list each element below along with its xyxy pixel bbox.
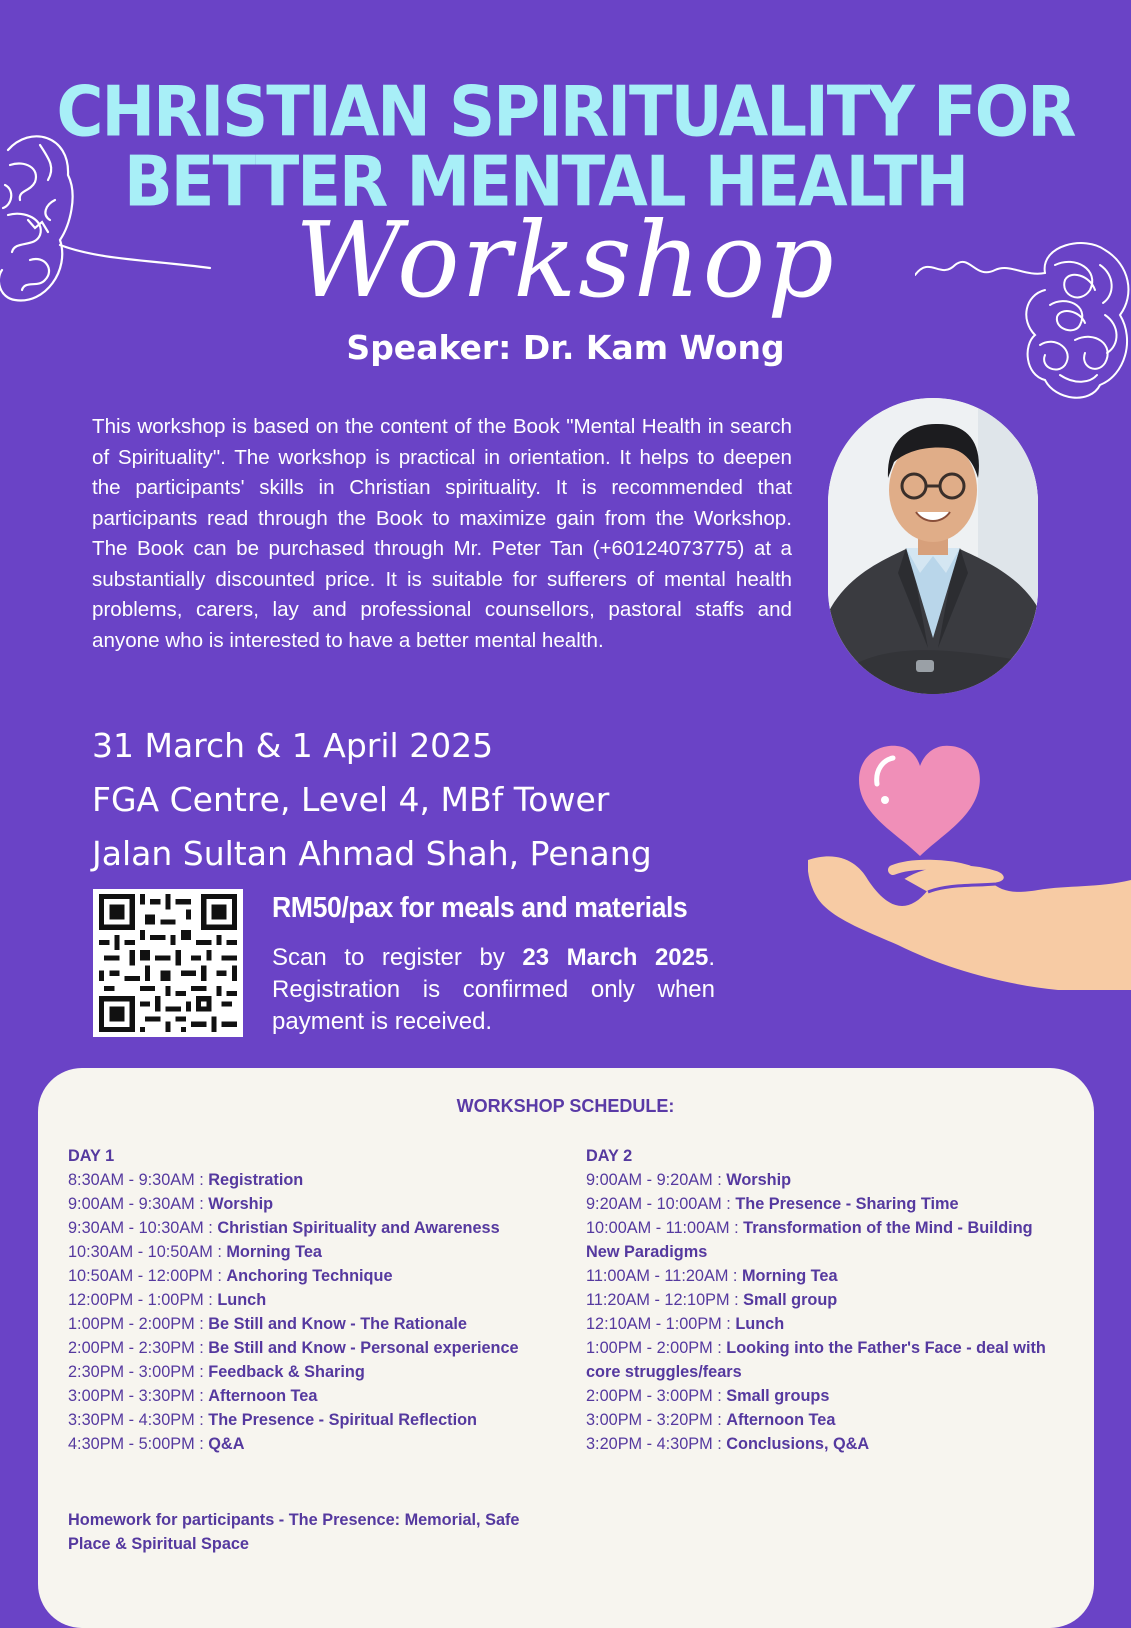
schedule-row: [68, 1408, 558, 1432]
schedule-activity: Worship: [726, 1171, 792, 1189]
schedule-time: 12:10AM - 1:00PM :: [586, 1315, 736, 1333]
schedule-activity: Anchoring Technique: [226, 1267, 393, 1285]
event-date: 31 March & 1 April 2025: [92, 726, 494, 765]
schedule-time: 3:00PM - 3:30PM :: [68, 1387, 209, 1405]
schedule-activity: The Presence - Sharing Time: [735, 1195, 959, 1213]
schedule-time: 12:00PM - 1:00PM :: [68, 1291, 218, 1309]
day-2-title: DAY 2: [586, 1147, 633, 1165]
schedule-row: [586, 1192, 1066, 1216]
schedule-activity: Q&A: [208, 1435, 245, 1453]
registration-condition: . Registration is confirmed only when payment is received.: [272, 944, 716, 1035]
schedule-time: 3:00PM - 3:20PM :: [586, 1411, 727, 1429]
schedule-activity: Small groups: [726, 1387, 830, 1405]
schedule-activity: Small group: [743, 1291, 838, 1309]
schedule-row: [68, 1384, 558, 1408]
schedule-activity: Feedback & Sharing: [208, 1363, 365, 1381]
schedule-time: 10:30AM - 10:50AM :: [68, 1243, 227, 1261]
schedule-time: 1:00PM - 2:00PM :: [68, 1315, 209, 1333]
schedule-time: 9:00AM - 9:30AM :: [68, 1195, 209, 1213]
schedule-activity: Registration: [208, 1171, 304, 1189]
schedule-time: 3:30PM - 4:30PM :: [68, 1411, 209, 1429]
schedule-heading: WORKSHOP SCHEDULE:: [456, 1096, 675, 1116]
homework-note: Homework for participants - The Presence: Memorial, Safe Place & Spiritual Space: [68, 1511, 520, 1553]
schedule-activity: Worship: [208, 1195, 274, 1213]
schedule-row: [68, 1360, 558, 1384]
schedule-time: 2:00PM - 3:00PM :: [586, 1387, 727, 1405]
speaker-photo: [828, 398, 1038, 694]
schedule-activity: Afternoon Tea: [726, 1411, 836, 1429]
schedule-time: 8:30AM - 9:30AM :: [68, 1171, 209, 1189]
schedule-activity: The Presence - Spiritual Reflection: [208, 1411, 477, 1429]
schedule-row: [68, 1264, 558, 1288]
schedule-row: [68, 1312, 558, 1336]
schedule-row: [68, 1168, 558, 1192]
heart-icon: [855, 742, 985, 860]
event-details: [92, 722, 652, 878]
schedule-row: [68, 1432, 558, 1456]
schedule-activity: Be Still and Know - The Rationale: [208, 1315, 467, 1333]
open-hand-icon: [808, 850, 1131, 990]
title-line-1: CHRISTIAN SPIRITUALITY FOR: [56, 73, 1075, 153]
schedule-activity: Morning Tea: [741, 1267, 838, 1285]
day-1-schedule: [68, 1144, 558, 1456]
schedule-time: 4:30PM - 5:00PM :: [68, 1435, 209, 1453]
schedule-row: [586, 1384, 1066, 1408]
day-1-title: DAY 1: [68, 1147, 115, 1165]
schedule-activity: Conclusions, Q&A: [726, 1435, 870, 1453]
schedule-row: [68, 1192, 558, 1216]
registration-deadline: 23 March 2025: [522, 944, 709, 971]
schedule-time: 10:50AM - 12:00PM :: [68, 1267, 227, 1285]
schedule-activity: Lunch: [735, 1315, 785, 1333]
qr-code-icon: [93, 889, 243, 1037]
schedule-activity: Lunch: [217, 1291, 267, 1309]
schedule-row: [68, 1336, 558, 1360]
schedule-activity: Transformation of the Mind - Building New Paradigms: [586, 1219, 1033, 1261]
schedule-activity: Afternoon Tea: [208, 1387, 318, 1405]
event-venue-line-1: FGA Centre, Level 4, MBf Tower: [92, 780, 610, 819]
schedule-row: [586, 1168, 1066, 1192]
schedule-time: 2:00PM - 2:30PM :: [68, 1339, 209, 1357]
schedule-row: [586, 1336, 1066, 1384]
schedule-time: 3:20PM - 4:30PM :: [586, 1435, 727, 1453]
schedule-row: [68, 1240, 558, 1264]
day-2-schedule: [586, 1144, 1066, 1456]
scan-instruction: Scan to register by: [272, 944, 523, 971]
schedule-row: [586, 1216, 1066, 1264]
schedule-time: 11:00AM - 11:20AM :: [586, 1267, 742, 1285]
schedule-time: 9:00AM - 9:20AM :: [586, 1171, 727, 1189]
schedule-activity: Be Still and Know - Personal experience: [208, 1339, 519, 1357]
event-venue-line-2: Jalan Sultan Ahmad Shah, Penang: [92, 834, 652, 873]
schedule-row: [68, 1216, 558, 1240]
schedule-row: [586, 1264, 1066, 1288]
registration-note: [272, 942, 715, 1038]
schedule-activity: Looking into the Father's Face - deal with core struggles/fears: [586, 1339, 1046, 1381]
schedule-time: 2:30PM - 3:00PM :: [68, 1363, 209, 1381]
schedule-time: 9:30AM - 10:30AM :: [68, 1219, 218, 1237]
schedule-row: [586, 1288, 1066, 1312]
schedule-activity: Christian Spirituality and Awareness: [217, 1219, 500, 1237]
workshop-description: This workshop is based on the content of the Book "Mental Health in search of Spirituality". The workshop is practical in orientation. It helps to deepen the participants' skills in Christian spirituality. It is recommended that participants read through the Book to maximize gain from the Workshop. The Book can be purchased through Mr. Peter Tan (+60124073775) at a substantially discounted price. It is suitable for sufferers of mental health problems, carers, lay and professional counsellors, pastoral staffs and anyone who is interested to have a better mental health.: [92, 415, 792, 652]
schedule-activity: Morning Tea: [226, 1243, 322, 1261]
schedule-time: 11:20AM - 12:10PM :: [586, 1291, 744, 1309]
schedule-time: 10:00AM - 11:00AM :: [586, 1219, 744, 1237]
schedule-time: 9:20AM - 10:00AM :: [586, 1195, 736, 1213]
schedule-row: [586, 1408, 1066, 1432]
registration-qr-code[interactable]: [93, 889, 243, 1037]
schedule-row: [586, 1312, 1066, 1336]
schedule-row: [68, 1288, 558, 1312]
speaker-name: Speaker: Dr. Kam Wong: [346, 328, 785, 367]
schedule-time: 1:00PM - 2:00PM :: [586, 1339, 727, 1357]
title-script-word: Workshop: [295, 199, 836, 321]
schedule-row: [586, 1432, 1066, 1456]
price-info: RM50/pax for meals and materials: [272, 892, 688, 924]
title-line-2: BETTER MENTAL HEALTH: [123, 143, 968, 223]
